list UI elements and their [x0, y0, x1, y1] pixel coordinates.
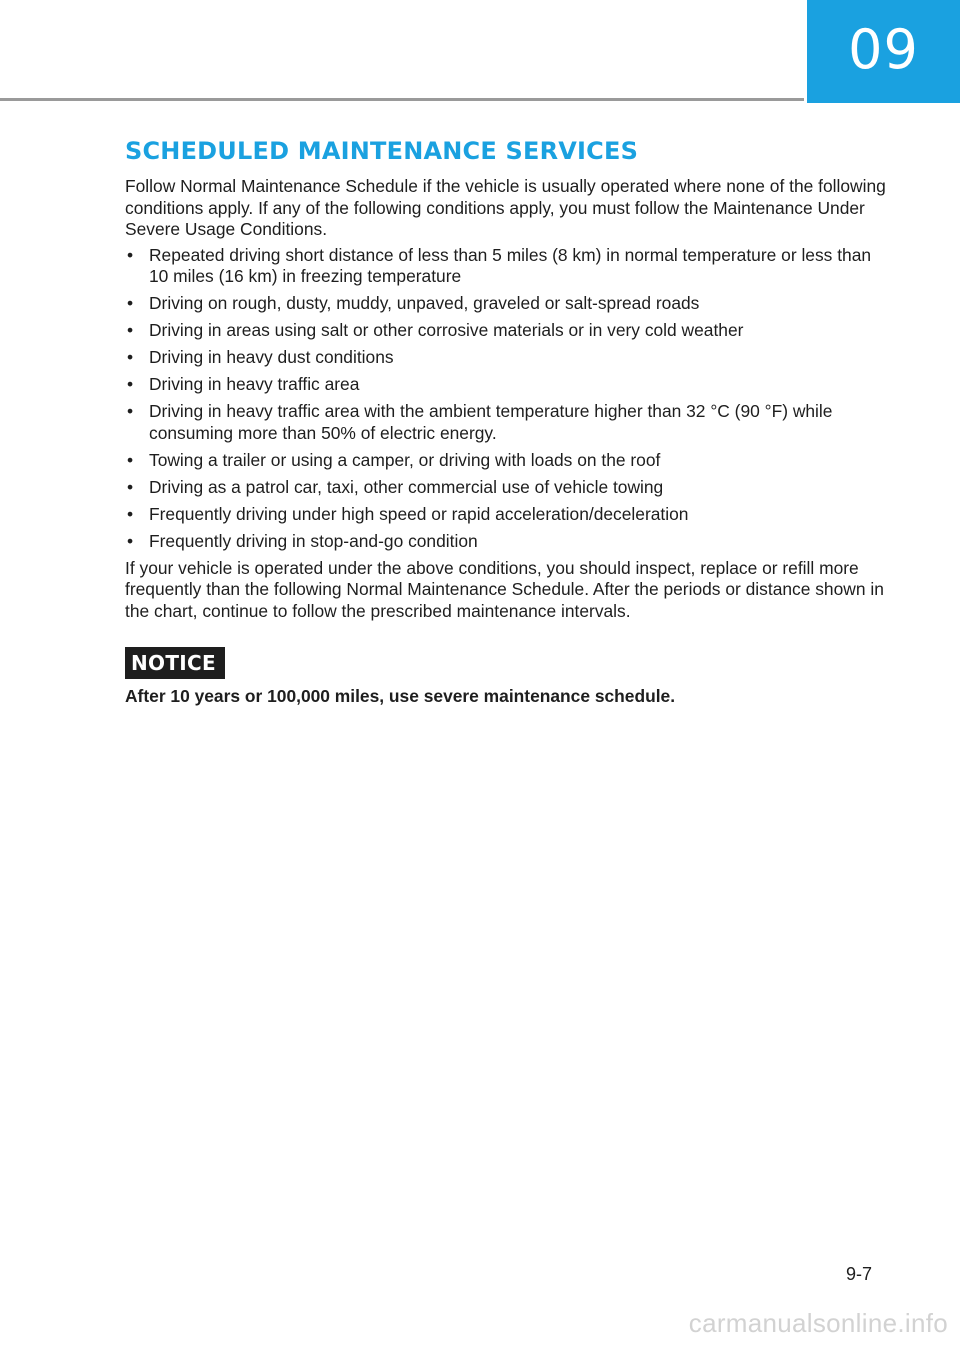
- list-item-text: Frequently driving in stop-and-go condition: [149, 530, 478, 551]
- bullet-icon: •: [127, 320, 134, 340]
- list-item-text: Driving on rough, dusty, muddy, unpaved, graveled or salt-spread roads: [149, 293, 700, 313]
- list-item-text: Driving in heavy traffic area with the ambient temperature higher than 32 °C (90 °F) while consuming more than 50% of electric energy.: [149, 401, 833, 443]
- bullet-icon: •: [127, 401, 134, 421]
- list-item-text: Repeated driving short distance of less than 5 miles (8 km) in normal temperature or less than 10 miles (16 km) in freezing temperature: [149, 244, 872, 286]
- bullet-icon: •: [127, 476, 134, 497]
- page-number: 9-7: [845, 1264, 872, 1284]
- page-content: [125, 136, 890, 707]
- bullet-icon: •: [127, 449, 134, 470]
- list-item: [125, 450, 890, 472]
- list-item: [125, 374, 890, 396]
- list-item-text: Driving in heavy traffic area: [149, 374, 360, 394]
- list-item-text: Frequently driving under high speed or rapid acceleration/deceleration: [149, 503, 689, 524]
- list-item: [125, 531, 890, 553]
- list-item-text: Towing a trailer or using a camper, or driving with loads on the roof: [149, 449, 661, 470]
- bullet-icon: •: [127, 503, 134, 524]
- bullet-icon: •: [127, 347, 134, 367]
- list-item: [125, 347, 890, 369]
- bullet-icon: •: [127, 374, 134, 394]
- list-item-text: Driving as a patrol car, taxi, other commercial use of vehicle towing: [149, 476, 664, 497]
- list-item: [125, 245, 890, 288]
- list-item: [125, 401, 890, 444]
- notice-badge: NOTICE: [125, 647, 225, 679]
- conditions-list: [125, 245, 890, 553]
- chapter-number: 09: [848, 17, 919, 81]
- chapter-tab: [807, 0, 960, 103]
- list-item: [125, 320, 890, 342]
- watermark: carmanualsonline.info: [688, 1308, 948, 1338]
- list-item: [125, 293, 890, 315]
- intro-paragraph: Follow Normal Maintenance Schedule if the vehicle is usually operated where none of the following conditions apply. If any of the following conditions apply, you must follow the Maintenance Under Severe Usage Conditions.: [125, 176, 886, 239]
- bullet-icon: •: [127, 530, 134, 551]
- notice-text: After 10 years or 100,000 miles, use severe maintenance schedule.: [125, 686, 676, 706]
- list-item-text: Driving in areas using salt or other corrosive materials or in very cold weather: [149, 320, 744, 340]
- list-item: [125, 477, 890, 499]
- bullet-icon: •: [127, 293, 134, 313]
- closing-paragraph: If your vehicle is operated under the above conditions, you should inspect, replace or refill more frequently than the following Normal Maintenance Schedule. After the periods or distance shown in the chart, continue to follow the prescribed maintenance intervals.: [125, 557, 884, 621]
- section-title: SCHEDULED MAINTENANCE SERVICES: [125, 137, 639, 165]
- bullet-icon: •: [127, 244, 134, 265]
- list-item: [125, 504, 890, 526]
- header-rule: [0, 98, 804, 101]
- list-item-text: Driving in heavy dust conditions: [149, 347, 394, 367]
